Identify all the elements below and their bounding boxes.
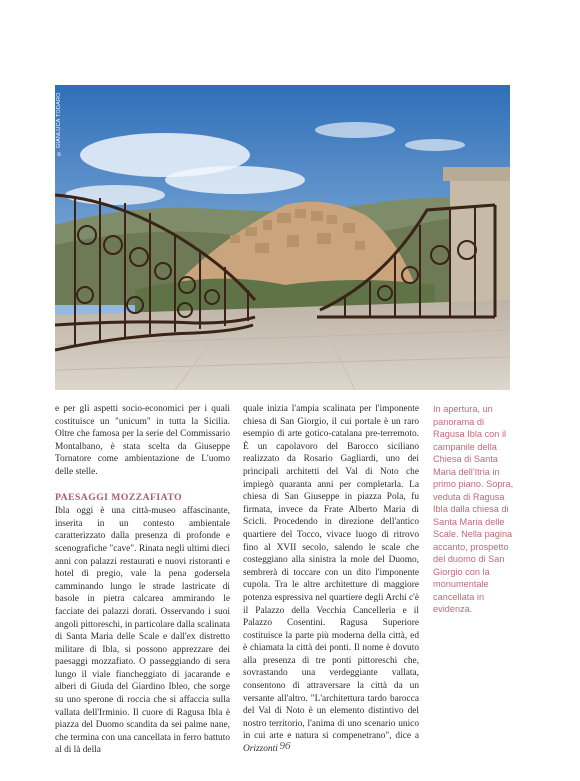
- photo-caption: In apertura, un panorama di Ragusa Ibla con il campanile della Chiesa di Santa Maria dell'Itria in primo piano. Sopra, veduta di Ragusa Ibla dalla chiesa di Santa Maria delle Scale. Nella pagina accanto, prospetto del duomo di San Giorgio con la monumentale cancellata in evidenza.: [433, 404, 514, 614]
- article-paragraph: Ibla oggi è una città-museo affascinante, inserita in un contesto ambientale caratterizzato dalla presenza di profonde e scenografiche "cave". Rinata negli ultimi dieci anni con palazzi restaurati e nuovi ristoranti e hotel di pregio, vale la pena godersela camminando lungo le strade lastricate di basole in pietra calcarea ammirando le facciate dei palazzi dorati. Osservando i suoi angoli pittoreschi, in particolare dalla scalinata di Santa Maria delle Scale e dall'ex distretto militare di Ibla, si possono apprezzare dei paesaggi mozzafiato. O passeggiando di sera lungo il viale fiancheggiato di jacarande e alberi di Giuda del Giardino Ibleo, che sorge su uno sperone di roccia che si affaccia sulla vallata dell'Irminio. Il cuore di Ragusa Ibla è piazza del Duomo scandita da sei palme nane, che termina con una cancellata in ferro battuto al di là della: [55, 506, 230, 756]
- hero-photo: [55, 85, 510, 390]
- article-text: quale inizia l'ampia scalinata per l'imponente chiesa di San Giorgio, il cui portale è un raro esempio di arte gotico-catalana pre-terremoto. È un capolavoro del Barocco siciliano realizzato da Rosario Gagliardi, uno dei principali architetti del Val di Noto che impiegò quaranta anni per completarla. La chiesa di San Giuseppe in piazza Pola, fu firmata, invece da Frate Alberto Maria di Scicli. Procedendo in direzione dell'antico quartiere del Tocco, vivace luogo di ritrovo fino al XVII secolo, salendo le scale che costeggiano alla sinistra la mole del Duomo, sembrerà di toccare con un dito l'imponente cupola. Tra le altre architetture di maggiore potenza espressiva nel quartiere degli Archi c'è il Palazzo della Vecchia Cancelleria e il Palazzo Cosentini. Ragusa Superiore costituisce la parte più moderna della città, ed è chiamata la città dei ponti. Il nome è dovuto alla presenza di tre ponti pittoreschi che, sovrastando una verdeggiante vallata, consentono di attraversare la città da un versante all'altro. "L'architettura tardo barocca del Val di Noto è un elemento distintivo del nostro territorio, l'anima di uno scenario unico in cui arte e natura si compenetrano", dice a: [243, 404, 419, 742]
- magazine-name: Orizzonti: [243, 744, 278, 755]
- page-number: 96: [279, 740, 291, 752]
- article-column-1: [55, 403, 230, 757]
- article-paragraph: e per gli aspetti socio-economici per i quali costituisce un "unicum" in tutta la Sicilia. Oltre che famosa per la serie del Commissario Montalbano, è stata scelta da Giuseppe Tornatore come ambientazione de L'uomo delle stelle.: [55, 404, 230, 477]
- ragusa-ibla-view-image: [55, 85, 510, 390]
- article-paragraph: [243, 403, 419, 756]
- section-heading: PAESAGGI MOZZAFIATO: [55, 491, 183, 503]
- photo-credit: © GIANLUCA TODARO: [56, 92, 62, 156]
- article-column-2: [243, 403, 419, 756]
